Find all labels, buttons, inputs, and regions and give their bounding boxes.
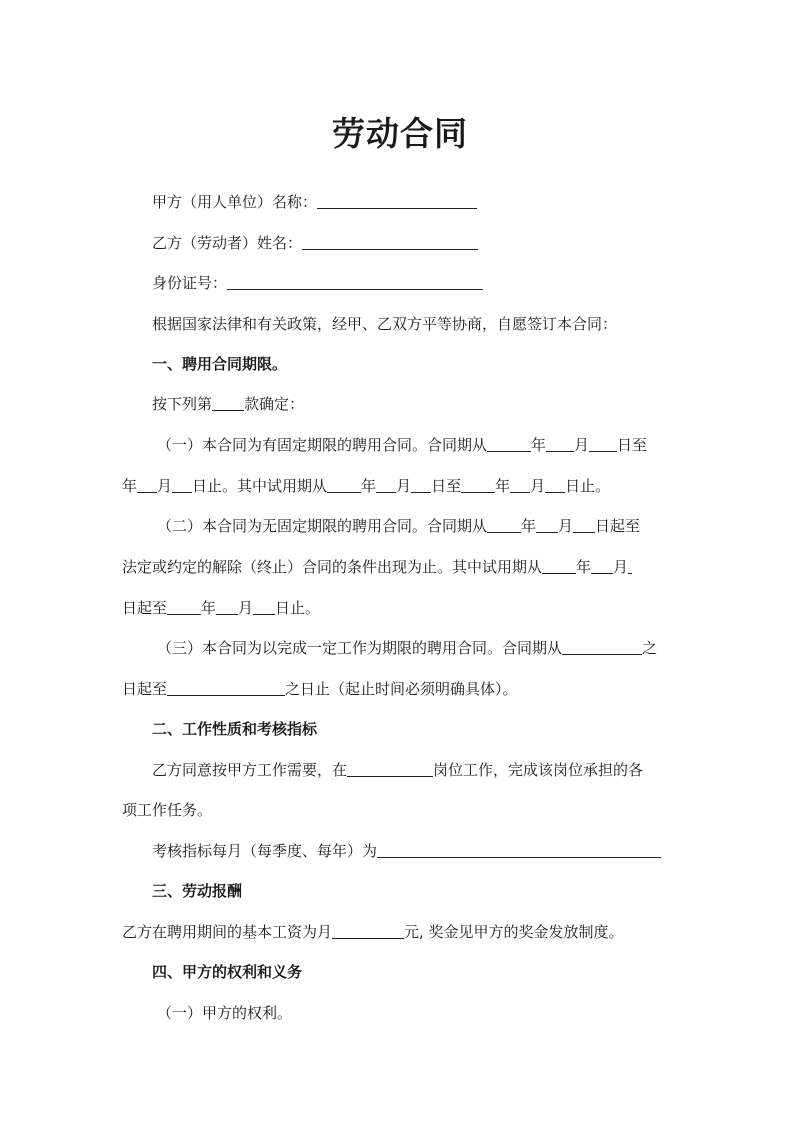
day-end-text: 日止。其中试用期从 xyxy=(192,477,328,495)
month-label: 月 xyxy=(396,477,412,495)
section-2-para-1 xyxy=(152,759,712,781)
blank[interactable] xyxy=(137,475,157,493)
post-blank[interactable] xyxy=(347,759,433,777)
blank[interactable] xyxy=(562,637,642,655)
blank[interactable] xyxy=(461,475,495,493)
document-title: 劳动合同 xyxy=(332,114,468,153)
section-1-intro xyxy=(152,393,712,415)
clause-1-text: （一）本合同为有固定期限的聘用合同。合同期从 xyxy=(157,436,488,454)
intro-text-b: 款确定： xyxy=(244,395,305,413)
month-label: 月 xyxy=(558,517,574,535)
id-label: 身份证号： xyxy=(152,274,228,292)
s2-assessment-text: 考核指标每月（每季度、每年）为 xyxy=(152,842,378,860)
party-b-name-blank[interactable] xyxy=(302,232,478,250)
blank[interactable] xyxy=(411,475,431,493)
s2-text-a: 乙方同意按甲方工作需要，在 xyxy=(152,761,348,779)
section-4-item-1: （一）甲方的权利。 xyxy=(157,1004,293,1022)
party-b-label: 乙方（劳动者）姓名： xyxy=(152,234,303,252)
year-label: 年 xyxy=(531,436,547,454)
clause-3-line-1 xyxy=(157,637,717,659)
day-to-label: 日至 xyxy=(431,477,462,495)
blank[interactable] xyxy=(545,475,565,493)
blank[interactable] xyxy=(591,556,613,574)
month-label: 月 xyxy=(613,558,629,576)
party-a-label: 甲方（用人单位）名称： xyxy=(152,193,318,211)
blank[interactable] xyxy=(376,475,396,493)
blank[interactable] xyxy=(216,597,238,615)
section-1-heading: 一、聘用合同期限。 xyxy=(152,355,288,373)
blank[interactable] xyxy=(589,434,617,452)
party-a-name-blank[interactable] xyxy=(317,191,477,209)
clause-3-line-2 xyxy=(122,678,682,700)
salary-text-b: 元, 奖金见甲方的奖金发放制度。 xyxy=(404,923,624,941)
section-4-heading: 四、甲方的权利和义务 xyxy=(152,963,303,981)
section-3-heading: 三、劳动报酬 xyxy=(152,882,243,900)
clause-3-text-c: 之日止（起止时间必须明确具体）。 xyxy=(285,680,518,698)
blank[interactable] xyxy=(573,515,595,533)
blank[interactable] xyxy=(542,556,576,574)
party-b-line xyxy=(152,232,712,254)
id-line xyxy=(152,272,712,294)
day-end-label: 日止。 xyxy=(275,599,321,617)
blank[interactable] xyxy=(167,678,285,696)
year-label: 年 xyxy=(361,477,377,495)
section-2-heading: 二、工作性质和考核指标 xyxy=(152,720,318,738)
zhi-label: 之 xyxy=(642,639,658,657)
blank[interactable] xyxy=(546,434,574,452)
month-label: 月 xyxy=(574,436,590,454)
year-label: 年 xyxy=(495,477,511,495)
section-2-para-1-cont: 项工作任务。 xyxy=(122,801,213,819)
section-3-para xyxy=(122,921,682,943)
blank[interactable] xyxy=(327,475,361,493)
clause-1-line-2 xyxy=(122,475,682,497)
month-label: 月 xyxy=(238,599,254,617)
clause-2-text-b: 法定或约定的解除（终止）合同的条件出现为止。其中试用期从 xyxy=(122,558,543,576)
clause-3-text: （三）本合同为以完成一定工作为期限的聘用合同。合同期从 xyxy=(157,639,563,657)
year-label: 年 xyxy=(521,517,537,535)
day-from-to-label: 日起至 xyxy=(595,517,641,535)
day-end-label: 日止。 xyxy=(565,477,611,495)
blank[interactable] xyxy=(628,556,632,574)
clause-2-line-1 xyxy=(157,515,717,537)
blank[interactable] xyxy=(536,515,558,533)
month-label: 月 xyxy=(157,477,173,495)
month-label: 月 xyxy=(530,477,546,495)
section-2-para-2 xyxy=(152,840,712,862)
salary-text-a: 乙方在聘用期间的基本工资为月 xyxy=(122,923,333,941)
salary-blank[interactable] xyxy=(332,921,404,939)
day-from-to-label: 日起至 xyxy=(122,599,168,617)
year-label: 年 xyxy=(201,599,217,617)
blank[interactable] xyxy=(172,475,192,493)
clause-2-text: （二）本合同为无固定期限的聘用合同。合同期从 xyxy=(157,517,488,535)
party-a-line xyxy=(152,191,712,213)
id-number-blank[interactable] xyxy=(227,272,483,290)
assessment-blank[interactable] xyxy=(377,840,661,858)
clause-number-blank[interactable] xyxy=(212,393,244,411)
s2-text-b: 岗位工作，完成该岗位承担的各 xyxy=(433,761,644,779)
clause-2-line-2 xyxy=(122,556,682,578)
blank[interactable] xyxy=(510,475,530,493)
blank[interactable] xyxy=(253,597,275,615)
blank[interactable] xyxy=(487,515,521,533)
clause-3-text-b: 日起至 xyxy=(122,680,168,698)
year-label: 年 xyxy=(122,477,138,495)
clause-2-line-3 xyxy=(122,597,682,619)
day-to-label: 日至 xyxy=(617,436,648,454)
intro-text-a: 按下列第 xyxy=(152,395,213,413)
preamble: 根据国家法律和有关政策，经甲、乙双方平等协商，自愿签订本合同： xyxy=(152,315,618,333)
blank[interactable] xyxy=(167,597,201,615)
year-label: 年 xyxy=(576,558,592,576)
clause-1-line-1 xyxy=(157,434,717,456)
blank[interactable] xyxy=(487,434,531,452)
